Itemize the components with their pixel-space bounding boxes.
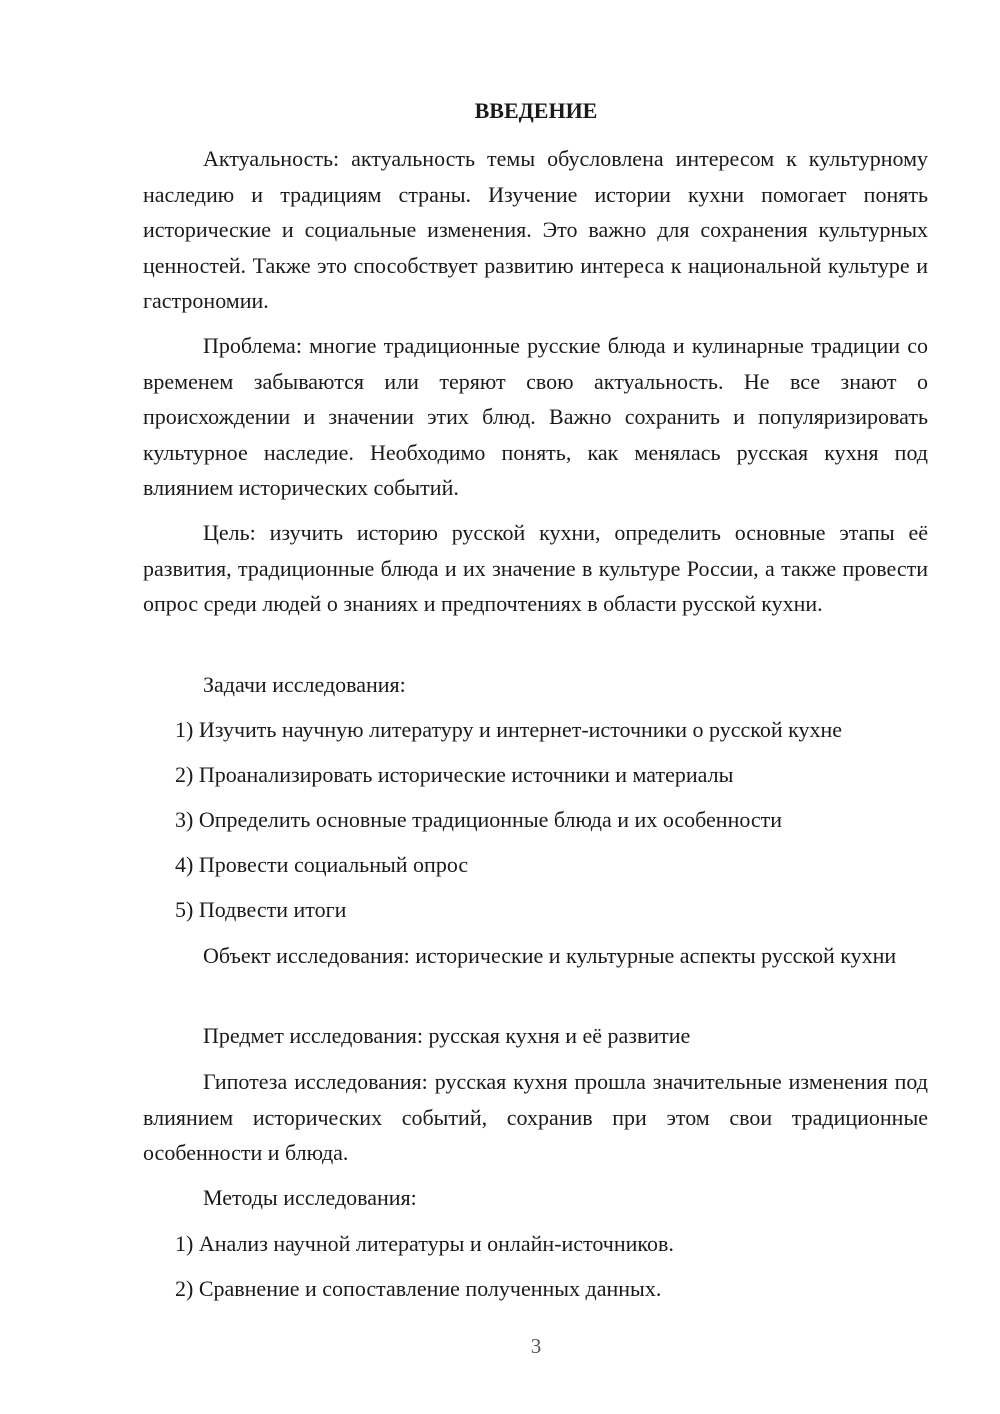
paragraph-goal: Цель: изучить историю русской кухни, определить основные этапы её развития, традиционные блюда и их значение в культуре России, а также провести опрос среди людей о знаниях и предпочтениях в области русской кухни. — [143, 520, 928, 616]
paragraph-relevance: Актуальность: актуальность темы обусловлена интересом к культурному наследию и традициям страны. Изучение истории кухни помогает понять исторические и социальные изменения. Это важно для сохранения культурных ценностей. Также это способствует развитию интереса к национальной культуре и гастрономии. — [143, 146, 928, 313]
tasks-heading: Задачи исследования: — [203, 672, 406, 697]
paragraph-hypothesis: Гипотеза исследования: русская кухня прошла значительные изменения под влиянием исторических событий, сохранив при этом свои традиционные особенности и блюда. — [143, 1069, 928, 1165]
list-item: 1) Анализ научной литературы и онлайн-источников. — [175, 1231, 674, 1256]
list-item: 2) Проанализировать исторические источники и материалы — [175, 762, 734, 787]
page-number: 3 — [530, 1334, 542, 1358]
list-item: 3) Определить основные традиционные блюда и их особенности — [175, 807, 783, 832]
paragraph-object: Объект исследования: исторические и культурные аспекты русской кухни — [203, 943, 897, 968]
list-item: 2) Сравнение и сопоставление полученных данных. — [175, 1276, 662, 1301]
paragraph-subject: Предмет исследования: русская кухня и её развитие — [203, 1023, 691, 1048]
paragraph-problem: Проблема: многие традиционные русские блюда и кулинарные традиции со временем забываются или теряют свою актуальность. Не все знают о происхождении и значении этих блюд. Важно сохранить и популяризировать культурное наследие. Необходимо понять, как менялась русская кухня под влиянием исторических событий. — [143, 333, 928, 500]
list-item: 5) Подвести итоги — [175, 897, 347, 922]
list-item: 1) Изучить научную литературу и интернет-источники о русской кухне — [175, 717, 843, 742]
page-title: ВВЕДЕНИЕ — [474, 98, 598, 123]
methods-heading: Методы исследования: — [203, 1185, 417, 1210]
list-item: 4) Провести социальный опрос — [175, 852, 469, 877]
